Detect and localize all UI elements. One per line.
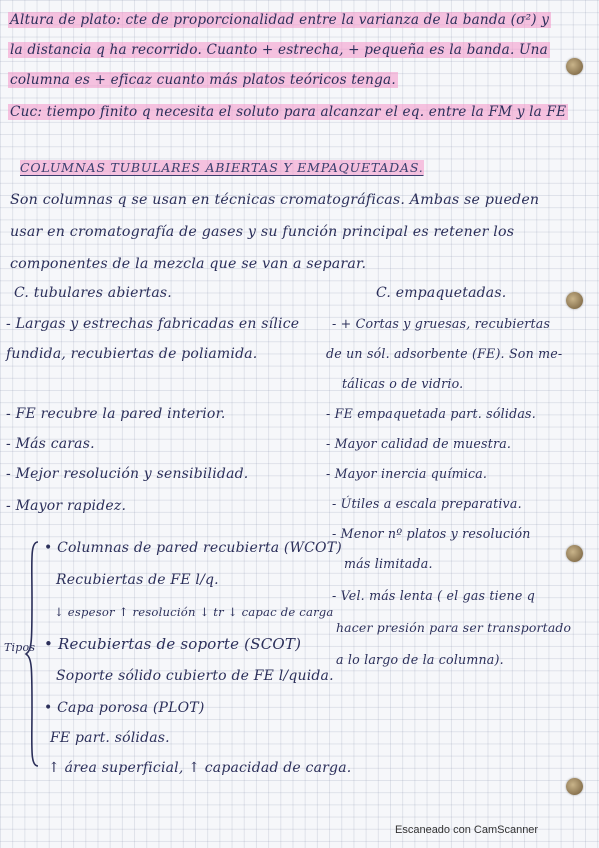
binder-hole	[566, 545, 583, 562]
note-line: Altura de plato: cte de proporcionalidad entre la varianza de la banda (σ²) y	[10, 12, 550, 28]
column-title-left: C. tubulares abiertas.	[14, 285, 172, 301]
right-item: - Vel. más lenta ( el gas tiene q	[332, 588, 535, 603]
type-line: Soporte sólido cubierto de FE l/quida.	[56, 668, 334, 684]
right-item: - Mayor calidad de muestra.	[326, 436, 512, 451]
right-item: - + Cortas y gruesas, recubiertas	[332, 316, 551, 331]
note-line: componentes de la mezcla que se van a separar.	[10, 256, 367, 272]
type-line: Recubiertas de FE l/q.	[56, 572, 219, 588]
column-title-right: C. empaquetadas.	[376, 285, 507, 301]
binder-hole	[566, 292, 583, 309]
right-item: - Mayor inercia química.	[326, 466, 488, 481]
right-item: - Menor nº platos y resolución	[332, 526, 531, 541]
note-line: columna es + eficaz cuanto más platos teóricos tenga.	[10, 72, 396, 88]
left-item: - Más caras.	[6, 436, 95, 452]
scanner-watermark: Escaneado con CamScanner	[395, 824, 539, 836]
left-item: fundida, recubiertas de poliamida.	[6, 346, 258, 362]
left-item: - Mayor rapidez.	[6, 498, 127, 514]
note-line: Cuc: tiempo finito q necesita el soluto para alcanzar el eq. entre la FM y la FE	[10, 104, 567, 120]
curly-brace	[24, 540, 40, 768]
note-line: Son columnas q se usan en técnicas cromatográficas. Ambas se pueden	[10, 192, 540, 208]
left-item: - FE recubre la pared interior.	[6, 406, 226, 422]
type-line: • Recubiertas de soporte (SCOT)	[44, 635, 302, 653]
right-item: - FE empaquetada part. sólidas.	[326, 406, 536, 421]
left-item: - Largas y estrechas fabricadas en sílice	[6, 316, 300, 332]
right-item: más limitada.	[344, 556, 433, 571]
note-line: usar en cromatografía de gases y su función principal es retener los	[10, 224, 515, 240]
note-line: la distancia q ha recorrido. Cuanto + estrecha, + pequeña es la banda. Una	[10, 42, 548, 58]
section-heading: COLUMNAS TUBULARES ABIERTAS Y EMPAQUETADAS.	[20, 160, 424, 175]
type-line: ↓ espesor ↑ resolución ↓ tr ↓ capac de carga	[54, 605, 334, 619]
left-item: - Mejor resolución y sensibilidad.	[6, 466, 249, 482]
right-item: de un sól. adsorbente (FE). Son me-	[326, 346, 563, 361]
type-line: FE part. sólidas.	[50, 730, 170, 746]
right-item: hacer presión para ser transportado	[336, 620, 572, 635]
binder-hole	[566, 778, 583, 795]
right-item: tálicas o de vidrio.	[342, 376, 464, 391]
brace-label: Tipos	[4, 641, 36, 654]
type-line: • Capa porosa (PLOT)	[44, 700, 205, 716]
right-item: a lo largo de la columna).	[336, 652, 504, 667]
type-line: • Columnas de pared recubierta (WCOT)	[44, 540, 342, 556]
binder-hole	[566, 58, 583, 75]
right-item: - Útiles a escala preparativa.	[332, 496, 522, 511]
type-line: ↑ área superficial, ↑ capacidad de carga.	[48, 760, 352, 776]
